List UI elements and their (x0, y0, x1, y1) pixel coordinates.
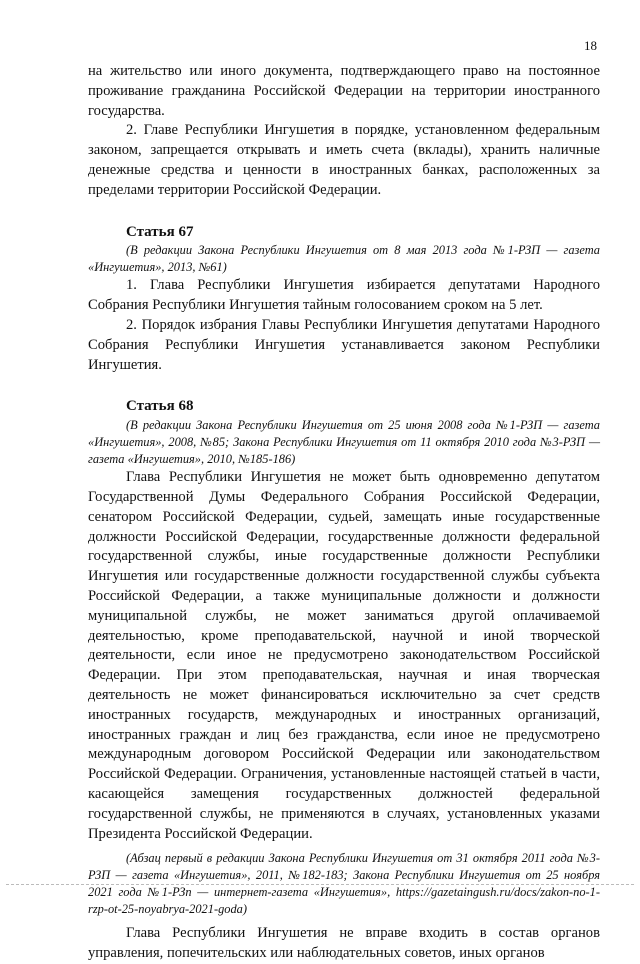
article-67-paragraph-2: 2. Порядок избрания Главы Республики Ингушетия депутатами Народного Собрания Республики Ингушетия устанавливается законом Республики Ингушетия. (88, 316, 600, 373)
document-body (88, 62, 600, 964)
article-67-paragraph-1: 1. Глава Республики Ингушетия избирается депутатами Народного Собрания Республики Ингушетия тайным голосованием сроком на 5 лет. (88, 277, 600, 314)
article-68-paragraph-1: Глава Республики Ингушетия не может быть одновременно депутатом Государственной Думы Федерального Собрания Российской Федерации, сенатором Российской Федерации, судьей, замещать иные государственные должности Российской Федерации, государственные должности федеральной государственной службы, иные государственные должности Республики Ингушетия или государственные должности государственной службы субъекта Российской Федерации, а также муниципальные должности и должности муниципальной службы, не может заниматься другой оплачиваемой деятельностью, кроме преподавательской, научной и иной творческой деятельности, если иное не предусмотрено законодательством Российской Федерации. При этом преподавательская, научная и иная творческая деятельность не может финансироваться исключительно за счет средств иностранных государств, международных и иностранных организаций, иностранных граждан и лиц без гражданства, если иное не предусмотрено международным договором Российской Федерации или законодательством Российской Федерации. Ограничения, установленные настоящей статьей в части, касающейся замещения государственных должностей федеральной государственной службы, не применяются в случаях, установленных указами Президента Российской Федерации. (88, 469, 600, 842)
article-68 (88, 397, 600, 964)
article-68-heading: Статья 68 (126, 398, 194, 415)
article-68-amendment-note: (В редакции Закона Республики Ингушетия от 25 июня 2008 года №1-РЗП — газета «Ингушетия», 2008, №85; Закона Республики Ингушетия от 11 октября 2010 года №3-РЗП — газета «Ингушетия», 2010, №185-186) (88, 418, 600, 467)
article-67-heading: Статья 67 (126, 223, 194, 240)
article-67 (88, 223, 600, 376)
article-68-amendment-note-2: (Абзац первый в редакции Закона Республики Ингушетия от 31 октября 2011 года №3-РЗП — газета «Ингушетия», 2011, №182-183; Закона Республики Ингушетия от 25 ноября 2021 года №1-РЗп — интернет-газета «Ингушетия», https://gazetaingush.ru/docs/zakon-no-1-rzp-ot-25-noyabrya-2021-goda) (88, 851, 600, 917)
paragraph-residence: на жительство или иного документа, подтверждающего право на постоянное проживание гражданина Российской Федерации на территории иностранного государства. (88, 63, 600, 119)
scan-bottom-edge (6, 884, 634, 885)
article-68-paragraph-2: Глава Республики Ингушетия не вправе входить в состав органов управления, попечительских или наблюдательных советов, иных органов (88, 925, 600, 962)
article-67-amendment-note: (В редакции Закона Республики Ингушетия от 8 мая 2013 года №1-РЗП — газета «Ингушетия», 2013, №61) (88, 243, 600, 275)
paragraph-foreign-accounts: 2. Главе Республики Ингушетия в порядке, установленном федеральным законом, запрещается открывать и иметь счета (вклады), хранить наличные денежные средства и ценности в иностранных банках, расположенных за пределами территории Российской Федерации. (88, 122, 600, 198)
page-number: 18 (584, 38, 597, 53)
